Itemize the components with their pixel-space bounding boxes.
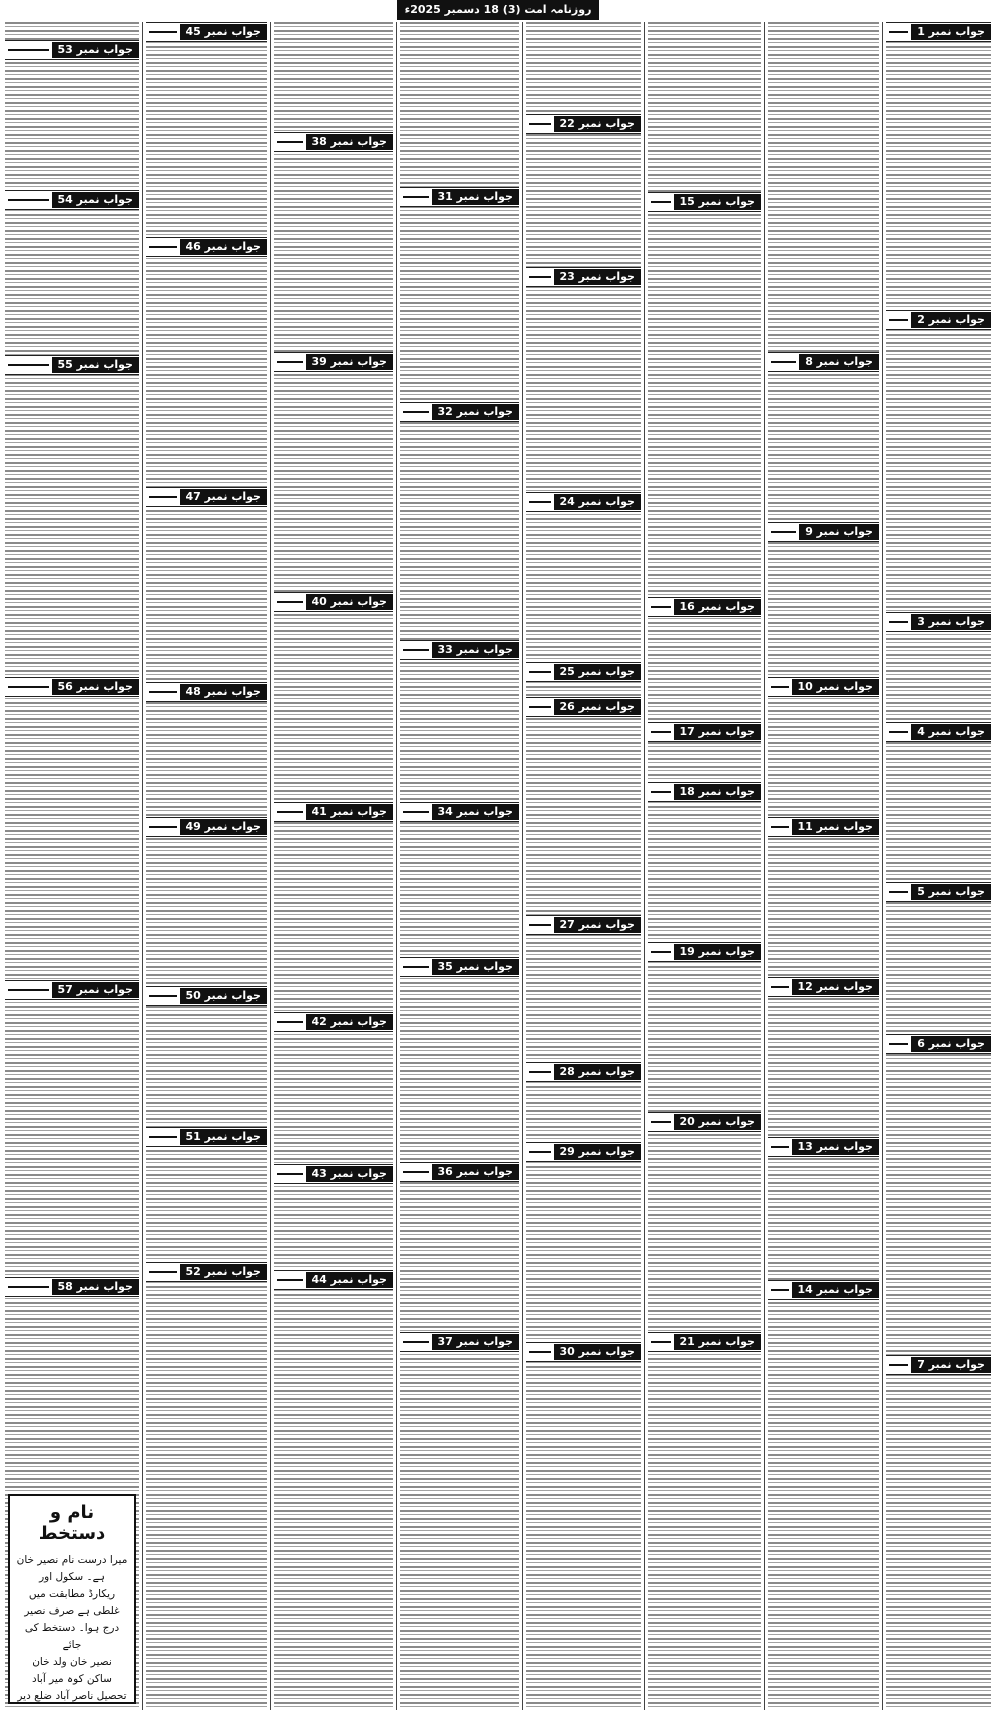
answer-heading bbox=[5, 190, 139, 210]
answer-heading bbox=[526, 662, 641, 682]
answer-number-label: جواب نمبر 45 bbox=[180, 24, 267, 40]
answer-heading bbox=[526, 267, 641, 287]
answer-heading bbox=[768, 1280, 879, 1300]
answer-heading bbox=[274, 1164, 393, 1184]
answer-heading bbox=[648, 192, 761, 212]
heading-rule bbox=[889, 31, 908, 33]
answer-number-label: جواب نمبر 44 bbox=[306, 1272, 393, 1288]
heading-rule bbox=[771, 986, 789, 988]
answer-heading bbox=[648, 1112, 761, 1132]
answer-number-label: جواب نمبر 57 bbox=[52, 982, 139, 998]
heading-rule bbox=[8, 49, 49, 51]
heading-rule bbox=[277, 141, 303, 143]
answer-column bbox=[522, 22, 644, 1710]
heading-rule bbox=[651, 731, 671, 733]
answer-number-label: جواب نمبر 8 bbox=[799, 354, 879, 370]
body-text-block bbox=[274, 22, 393, 1710]
answer-column bbox=[142, 22, 270, 1710]
heading-rule bbox=[403, 411, 429, 413]
answer-heading bbox=[400, 640, 519, 660]
heading-rule bbox=[277, 601, 303, 603]
answer-heading bbox=[768, 1137, 879, 1157]
answer-number-label: جواب نمبر 39 bbox=[306, 354, 393, 370]
answer-heading bbox=[526, 1342, 641, 1362]
name-signature-box bbox=[8, 1494, 136, 1704]
answer-number-label: جواب نمبر 27 bbox=[554, 917, 641, 933]
heading-rule bbox=[149, 1271, 177, 1273]
answer-number-label: جواب نمبر 15 bbox=[674, 194, 761, 210]
heading-rule bbox=[651, 1341, 671, 1343]
answer-column bbox=[270, 22, 396, 1710]
answer-column bbox=[2, 22, 142, 1710]
box-line: ساکن کوہ میر آباد تحصیل ناصر آباد ضلع دیر bbox=[17, 1673, 127, 1702]
answer-number-label: جواب نمبر 53 bbox=[52, 42, 139, 58]
masthead: روزنامہ امت (3) 18 دسمبر 2025ء bbox=[397, 0, 599, 20]
answer-number-label: جواب نمبر 33 bbox=[432, 642, 519, 658]
heading-rule bbox=[889, 1364, 908, 1366]
answer-heading bbox=[768, 677, 879, 697]
answer-column bbox=[764, 22, 882, 1710]
heading-rule bbox=[529, 1151, 551, 1153]
box-line: درج ہوا۔ دستخط کی جائے bbox=[24, 1622, 120, 1651]
heading-rule bbox=[889, 1043, 908, 1045]
answer-heading bbox=[274, 1012, 393, 1032]
heading-rule bbox=[771, 531, 796, 533]
answer-number-label: جواب نمبر 54 bbox=[52, 192, 139, 208]
answer-heading bbox=[146, 237, 267, 257]
answer-number-label: جواب نمبر 37 bbox=[432, 1334, 519, 1350]
heading-rule bbox=[771, 826, 789, 828]
heading-rule bbox=[8, 686, 49, 688]
answer-number-label: جواب نمبر 51 bbox=[180, 1129, 267, 1145]
answer-number-label: جواب نمبر 11 bbox=[792, 819, 879, 835]
answer-heading bbox=[886, 1034, 991, 1054]
heading-rule bbox=[403, 196, 429, 198]
answer-number-label: جواب نمبر 52 bbox=[180, 1264, 267, 1280]
answer-heading bbox=[274, 352, 393, 372]
heading-rule bbox=[277, 811, 303, 813]
answer-number-label: جواب نمبر 30 bbox=[554, 1344, 641, 1360]
answer-heading bbox=[526, 1062, 641, 1082]
answer-heading bbox=[5, 980, 139, 1000]
heading-rule bbox=[403, 1171, 429, 1173]
answer-number-label: جواب نمبر 10 bbox=[792, 679, 879, 695]
answer-number-label: جواب نمبر 5 bbox=[911, 884, 991, 900]
heading-rule bbox=[277, 1021, 303, 1023]
answer-number-label: جواب نمبر 46 bbox=[180, 239, 267, 255]
answer-heading bbox=[526, 697, 641, 717]
body-text-block bbox=[400, 22, 519, 1710]
heading-rule bbox=[8, 989, 49, 991]
answer-heading bbox=[648, 722, 761, 742]
answer-number-label: جواب نمبر 17 bbox=[674, 724, 761, 740]
answer-heading bbox=[768, 817, 879, 837]
answer-heading bbox=[768, 977, 879, 997]
box-line: ریکارڈ مطابقت میں غلطی ہے صرف نصیر bbox=[24, 1588, 120, 1617]
answer-heading bbox=[886, 722, 991, 742]
answer-heading bbox=[648, 1332, 761, 1352]
answer-number-label: جواب نمبر 49 bbox=[180, 819, 267, 835]
answer-column bbox=[644, 22, 764, 1710]
box-line: نصیر خان ولد خان bbox=[32, 1656, 112, 1668]
heading-rule bbox=[651, 201, 671, 203]
answer-column bbox=[396, 22, 522, 1710]
answer-number-label: جواب نمبر 47 bbox=[180, 489, 267, 505]
answer-heading bbox=[526, 1142, 641, 1162]
heading-rule bbox=[277, 361, 303, 363]
answer-heading bbox=[886, 612, 991, 632]
answer-number-label: جواب نمبر 28 bbox=[554, 1064, 641, 1080]
box-line: میرا درست نام نصیر خان ہے۔ سکول اور bbox=[16, 1554, 128, 1583]
heading-rule bbox=[889, 621, 908, 623]
body-text-block bbox=[648, 22, 761, 1710]
answer-number-label: جواب نمبر 9 bbox=[799, 524, 879, 540]
answer-heading bbox=[768, 352, 879, 372]
answer-heading bbox=[146, 817, 267, 837]
heading-rule bbox=[771, 686, 789, 688]
answer-heading bbox=[886, 310, 991, 330]
heading-rule bbox=[651, 606, 671, 608]
answer-number-label: جواب نمبر 7 bbox=[911, 1357, 991, 1373]
answer-heading bbox=[648, 597, 761, 617]
heading-rule bbox=[889, 891, 908, 893]
answer-heading bbox=[274, 1270, 393, 1290]
answer-heading bbox=[146, 1262, 267, 1282]
heading-rule bbox=[8, 1286, 49, 1288]
answer-number-label: جواب نمبر 40 bbox=[306, 594, 393, 610]
heading-rule bbox=[529, 501, 551, 503]
heading-rule bbox=[529, 1071, 551, 1073]
heading-rule bbox=[889, 731, 908, 733]
answer-number-label: جواب نمبر 35 bbox=[432, 959, 519, 975]
answer-heading bbox=[146, 1127, 267, 1147]
answer-heading bbox=[400, 957, 519, 977]
heading-rule bbox=[403, 1341, 429, 1343]
answer-number-label: جواب نمبر 21 bbox=[674, 1334, 761, 1350]
heading-rule bbox=[771, 361, 796, 363]
answer-number-label: جواب نمبر 22 bbox=[554, 116, 641, 132]
heading-rule bbox=[403, 649, 429, 651]
answer-heading bbox=[400, 1162, 519, 1182]
answer-number-label: جواب نمبر 14 bbox=[792, 1282, 879, 1298]
answer-heading bbox=[768, 522, 879, 542]
answer-number-label: جواب نمبر 34 bbox=[432, 804, 519, 820]
answer-number-label: جواب نمبر 29 bbox=[554, 1144, 641, 1160]
heading-rule bbox=[277, 1279, 303, 1281]
answer-heading bbox=[5, 1277, 139, 1297]
heading-rule bbox=[149, 995, 177, 997]
heading-rule bbox=[651, 791, 671, 793]
answer-heading bbox=[400, 1332, 519, 1352]
heading-rule bbox=[403, 966, 429, 968]
answer-number-label: جواب نمبر 1 bbox=[911, 24, 991, 40]
heading-rule bbox=[771, 1289, 789, 1291]
heading-rule bbox=[8, 199, 49, 201]
answer-heading bbox=[648, 782, 761, 802]
answer-heading bbox=[526, 114, 641, 134]
answer-heading bbox=[146, 22, 267, 42]
heading-rule bbox=[889, 319, 908, 321]
heading-rule bbox=[149, 826, 177, 828]
answer-heading bbox=[886, 1355, 991, 1375]
heading-rule bbox=[771, 1146, 789, 1148]
answer-number-label: جواب نمبر 2 bbox=[911, 312, 991, 328]
answer-number-label: جواب نمبر 6 bbox=[911, 1036, 991, 1052]
answer-heading bbox=[274, 802, 393, 822]
answer-number-label: جواب نمبر 12 bbox=[792, 979, 879, 995]
answer-number-label: جواب نمبر 18 bbox=[674, 784, 761, 800]
answer-number-label: جواب نمبر 42 bbox=[306, 1014, 393, 1030]
answer-heading bbox=[274, 132, 393, 152]
heading-rule bbox=[8, 364, 49, 366]
heading-rule bbox=[529, 123, 551, 125]
heading-rule bbox=[277, 1173, 303, 1175]
answer-number-label: جواب نمبر 19 bbox=[674, 944, 761, 960]
answer-number-label: جواب نمبر 56 bbox=[52, 679, 139, 695]
answer-heading bbox=[648, 942, 761, 962]
box-title: نام و دستخط bbox=[38, 1502, 106, 1544]
heading-rule bbox=[403, 811, 429, 813]
heading-rule bbox=[529, 706, 551, 708]
heading-rule bbox=[529, 1351, 551, 1353]
answer-number-label: جواب نمبر 31 bbox=[432, 189, 519, 205]
answer-number-label: جواب نمبر 38 bbox=[306, 134, 393, 150]
answer-number-label: جواب نمبر 20 bbox=[674, 1114, 761, 1130]
heading-rule bbox=[149, 691, 177, 693]
heading-rule bbox=[149, 496, 177, 498]
heading-rule bbox=[529, 924, 551, 926]
newspaper-page bbox=[2, 22, 994, 1710]
heading-rule bbox=[149, 246, 177, 248]
answer-number-label: جواب نمبر 13 bbox=[792, 1139, 879, 1155]
answer-heading bbox=[526, 915, 641, 935]
body-text-block bbox=[768, 22, 879, 1710]
answer-number-label: جواب نمبر 4 bbox=[911, 724, 991, 740]
answer-heading bbox=[274, 592, 393, 612]
answer-number-label: جواب نمبر 32 bbox=[432, 404, 519, 420]
answer-heading bbox=[5, 40, 139, 60]
answer-number-label: جواب نمبر 25 bbox=[554, 664, 641, 680]
body-text-block bbox=[886, 22, 991, 1710]
heading-rule bbox=[529, 671, 551, 673]
answer-number-label: جواب نمبر 50 bbox=[180, 988, 267, 1004]
answer-heading bbox=[5, 677, 139, 697]
answer-heading bbox=[886, 882, 991, 902]
heading-rule bbox=[651, 951, 671, 953]
answer-heading bbox=[400, 402, 519, 422]
answer-heading bbox=[146, 986, 267, 1006]
heading-rule bbox=[651, 1121, 671, 1123]
answer-number-label: جواب نمبر 16 bbox=[674, 599, 761, 615]
answer-number-label: جواب نمبر 43 bbox=[306, 1166, 393, 1182]
heading-rule bbox=[529, 276, 551, 278]
body-text-block bbox=[5, 22, 139, 1710]
answer-heading bbox=[146, 487, 267, 507]
answer-number-label: جواب نمبر 48 bbox=[180, 684, 267, 700]
answer-heading bbox=[400, 187, 519, 207]
answer-heading bbox=[526, 492, 641, 512]
answer-number-label: جواب نمبر 58 bbox=[52, 1279, 139, 1295]
answer-heading bbox=[400, 802, 519, 822]
heading-rule bbox=[149, 1136, 177, 1138]
answer-column bbox=[882, 22, 994, 1710]
answer-number-label: جواب نمبر 26 bbox=[554, 699, 641, 715]
answer-number-label: جواب نمبر 23 bbox=[554, 269, 641, 285]
answer-heading bbox=[5, 355, 139, 375]
answer-number-label: جواب نمبر 41 bbox=[306, 804, 393, 820]
answer-number-label: جواب نمبر 36 bbox=[432, 1164, 519, 1180]
answer-heading bbox=[146, 682, 267, 702]
answer-heading bbox=[886, 22, 991, 42]
answer-number-label: جواب نمبر 24 bbox=[554, 494, 641, 510]
body-text-block bbox=[146, 22, 267, 1710]
heading-rule bbox=[149, 31, 177, 33]
answer-number-label: جواب نمبر 55 bbox=[52, 357, 139, 373]
answer-number-label: جواب نمبر 3 bbox=[911, 614, 991, 630]
